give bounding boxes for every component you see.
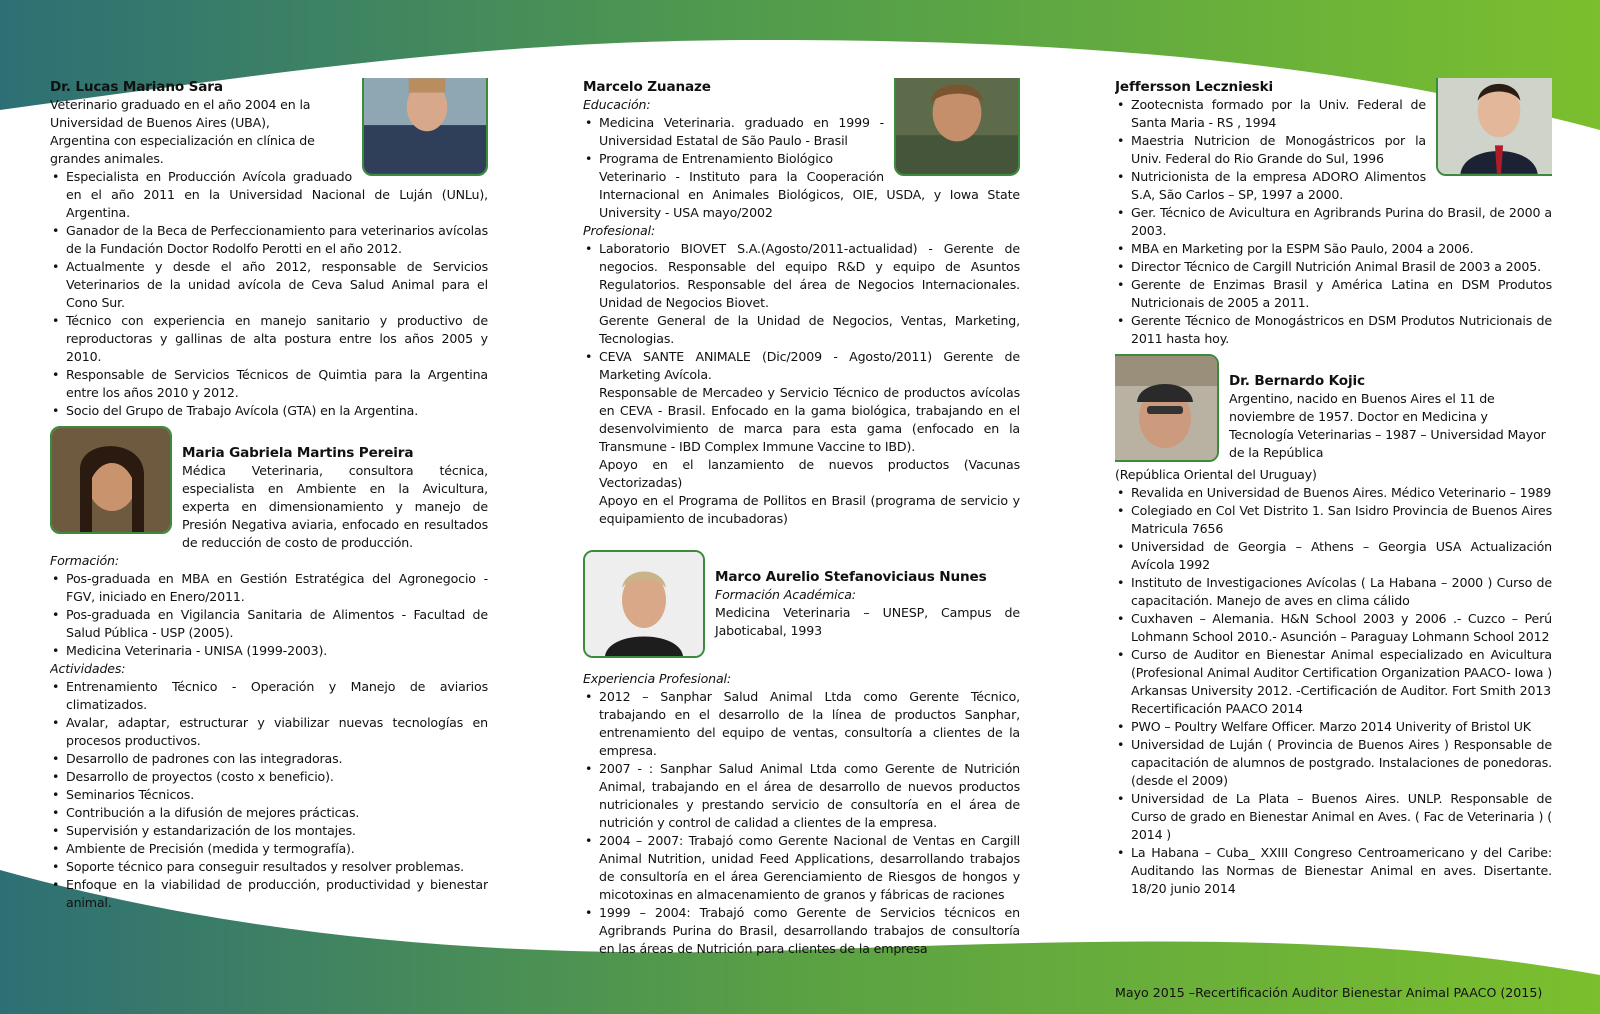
name-bernardo-kojic: Dr. Bernardo Kojic	[1229, 373, 1365, 389]
list-item: • 2004 – 2007: Trabajó como Gerente Nacional de Ventas en Cargill Animal Nutrition, unidad Feed Applications, desarrollando trabajos de consultoría en el área Gerenciamiento de Riesgos de hongos y micotoxinas en almacenamiento de granos y fábricas de raciones	[583, 832, 1020, 904]
list-item: • Contribución a la difusión de mejores prácticas.	[50, 804, 488, 822]
list-item: • Medicina Veterinaria - UNISA (1999-2003).	[50, 642, 488, 660]
photo-maria-pereira	[50, 426, 172, 534]
profile-marcelo-zuanaze: Marcelo Zuanaze Educación: • Medicina Veterinaria. graduado en 1999 - Universidad Estatal de São Paulo - Brasil • Programa de Entrenamiento Biológico Veterinario - Instituto para la Cooperación Internacional en Animales Biológicos, OIE, USDA, y Iowa State University - USA mayo/2002 Profesional: • Laboratorio BIOVET S.A.(Agosto/2011-actualidad) - Gerente de negocios. Responsable del equipo R&D y equipo de Asuntos Regulatorios. Responsable del área de Negocios Internacionales. Unidad de Negocios Biovet. Gerente General de la Unidad de Negocios, Ventas, Marketing, Tecnologias. • CEVA SANTE ANIMALE (Dic/2009 - Agosto/2011) Gerente de Marketing Avícola. Responsable de Mercadeo y Servicio Técnico de productos avícolas en CEVA - Brasil. Enfocado en la gama biológica, trabajando en el desenvolvimiento de marca para esta gama (enfocado en la Transmune - IBD Complex Immune Vaccine to IBD). Apoyo en el lanzamiento de nuevos productos (Vacunas Vectorizadas) Apoyo en el Programa de Pollitos en Brasil (programa de servicio y equipamiento de incubadoras)	[583, 78, 1020, 528]
list-item: • Ganador de la Beca de Perfeccionamiento para veterinarios avícolas de la Fundación Doctor Rodolfo Perotti en el año 2012.	[50, 222, 488, 258]
list-item: • MBA en Marketing por la ESPM São Paulo, 2004 a 2006.	[1115, 240, 1552, 258]
column-3	[1115, 78, 1552, 898]
list-item: • Cuxhaven – Alemania. H&N School 2003 y 2006 .- Cuzco – Perú Lohmann School 2010.- Asunción – Paraguay Lohmann School 2012	[1115, 610, 1552, 646]
name-marcelo-zuanaze: Marcelo Zuanaze	[583, 79, 711, 95]
name-maria-pereira: Maria Gabriela Martins Pereira	[182, 445, 414, 461]
list-item: • Gerente de Enzimas Brasil y América Latina en DSM Produtos Nutricionais de 2005 a 2011.	[1115, 276, 1552, 312]
list-item: • Curso de Auditor en Bienestar Animal especializado en Avicultura (Profesional Animal Auditor Certification Organization PAACO- Iowa ) Arkansas University 2012. -Certificación de Auditor. Fort Smith 2013	[1115, 646, 1552, 700]
list-item: • Medicina Veterinaria. graduado en 1999 - Universidad Estatal de São Paulo - Brasil	[583, 114, 1020, 150]
column-1	[50, 78, 488, 912]
list-item: • Pos-graduada en MBA en Gestión Estratégica del Agronegocio - FGV, iniciado en Enero/2011.	[50, 570, 488, 606]
list-item: • Laboratorio BIOVET S.A.(Agosto/2011-actualidad) - Gerente de negocios. Responsable del equipo R&D y equipo de Asuntos Regulatorios. Responsable del área de Negocios Internacionales. Unidad de Negocios Biovet.	[583, 240, 1020, 312]
column-2	[583, 78, 1020, 958]
list-item: • CEVA SANTE ANIMALE (Dic/2009 - Agosto/2011) Gerente de Marketing Avícola.	[583, 348, 1020, 384]
list-item: • Universidad de Georgia – Athens – Georgia USA Actualización Avícola 1992	[1115, 538, 1552, 574]
list-item: • Desarrollo de proyectos (costo x beneficio).	[50, 768, 488, 786]
list-item: • Ger. Técnico de Avicultura en Agribrands Purina do Brasil, de 2000 a 2003.	[1115, 204, 1552, 240]
list-item: • Supervisión y estandarización de los montajes.	[50, 822, 488, 840]
list-item: • Socio del Grupo de Trabajo Avícola (GTA) en la Argentina.	[50, 402, 488, 420]
list-item: • PWO – Poultry Welfare Officer. Marzo 2014 Univerity of Bristol UK	[1115, 718, 1552, 736]
list-item: • Zootecnista formado por la Univ. Federal de Santa Maria - RS , 1994	[1115, 96, 1552, 132]
list-item: • Soporte técnico para conseguir resultados y resolver problemas.	[50, 858, 488, 876]
list-item: • Maestria Nutricion de Monogástricos por la Univ. Federal do Rio Grande do Sul, 1996	[1115, 132, 1552, 168]
list-item: • Universidad de La Plata – Buenos Aires. UNLP. Responsable de Curso de grado en Bienestar Animal en Aves. ( Fac de Veterinaria ) ( 2014 )	[1115, 790, 1552, 844]
photo-marco-nunes	[583, 550, 705, 658]
list-item: • Actualmente y desde el año 2012, responsable de Servicios Veterinarios de la unidad avícola de Ceva Salud Animal para el Cono Sur.	[50, 258, 488, 312]
list-item: • La Habana – Cuba_ XXIII Congreso Centroamericano y del Caribe: Auditando las Normas de Bienestar Animal en aves. Disertante. 18/20 junio 2014	[1115, 844, 1552, 898]
photo-bernardo-kojic	[1115, 354, 1219, 462]
list-item: • Gerente Técnico de Monogástricos en DSM Produtos Nutricionais de 2011 hasta hoy.	[1115, 312, 1552, 348]
list-item: • Avalar, adaptar, estructurar y viabilizar nuevas tecnologías en procesos productivos.	[50, 714, 488, 750]
profile-jeffersson-lecznieski	[1115, 78, 1552, 348]
list-item: • Instituto de Investigaciones Avícolas ( La Habana – 2000 ) Curso de capacitación. Manejo de aves en clima cálido	[1115, 574, 1552, 610]
name-marco-nunes: Marco Aurelio Stefanoviciaus Nunes	[715, 569, 987, 585]
profile-maria-pereira: Maria Gabriela Martins Pereira Médica Veterinaria, consultora técnica, especialista en Ambiente en la Avicultura, experta en dimensionamiento y manejo de Presión Negativa aviaria, enfocado en resultados de reducción de costo de producción. Formación: • Pos-graduada en MBA en Gestión Estratégica del Agronegocio - FGV, iniciado en Enero/2011. • Pos-graduada en Vigilancia Sanitaria de Alimentos - Facultad de Salud Pública - USP (2005). • Medicina Veterinaria - UNISA (1999-2003). Actividades: • Entrenamiento Técnico - Operación y Manejo de aviarios climatizados. • Avalar, adaptar, estructurar y viabilizar nuevas tecnologías en procesos productivos. • Desarrollo de padrones con las integradoras. • Desarrollo de proyectos (costo x beneficio). • Seminarios Técnicos. • Contribución a la difusión de mejores prácticas. • Supervisión y estandarización de los montajes. • Ambiente de Precisión (medida y termografía). • Soporte técnico para conseguir resultados y resolver problemas. • Enfoque en la viabilidad de producción, productividad y bienestar animal.	[50, 426, 488, 912]
list-item: • 2012 – Sanphar Salud Animal Ltda como Gerente Técnico, trabajando en el desarrollo de la línea de productos Sanphar, entrenamiento del equipo de ventas, consultoría a clientes de la empresa.	[583, 688, 1020, 760]
list-item: • Nutricionista de la empresa ADORO Alimentos S.A, São Carlos – SP, 1997 a 2000.	[1115, 168, 1552, 204]
list-item: • 1999 – 2004: Trabajó como Gerente de Servicios técnicos en Agribrands Purina do Brasil, desarrollando trabajos de consultoría en las áreas de Nutrición para clientes de la empresa	[583, 904, 1020, 958]
list-item: • Entrenamiento Técnico - Operación y Manejo de aviarios climatizados.	[50, 678, 488, 714]
profile-marco-nunes: Marco Aurelio Stefanoviciaus Nunes Formación Académica: Medicina Veterinaria – UNESP, Campus de Jaboticabal, 1993 Experiencia Profesional: • 2012 – Sanphar Salud Animal Ltda como Gerente Técnico, trabajando en el desarrollo de la línea de productos Sanphar, entrenamiento del equipo de ventas, consultoría a clientes de la empresa. • 2007 - : Sanphar Salud Animal Ltda como Gerente de Nutrición Animal, trabajando en el área de desarrollo de nuevos productos nutricionales y prestando servicio de consultoría en el área de nutrición y control de calidad a clientes de la empresa. • 2004 – 2007: Trabajó como Gerente Nacional de Ventas en Cargill Animal Nutrition, unidad Feed Applications, desarrollando trabajos de consultoría en el área Gerenciamiento de Riesgos de hongos y micotoxinas en almacenamiento de granos y fábricas de raciones • 1999 – 2004: Trabajó como Gerente de Servicios técnicos en Agribrands Purina do Brasil, desarrollando trabajos de consultoría en las áreas de Nutrición para clientes de la empresa	[583, 550, 1020, 958]
list-item: • Director Técnico de Cargill Nutrición Animal Brasil de 2003 a 2005.	[1115, 258, 1552, 276]
list-item: • Ambiente de Precisión (medida y termografía).	[50, 840, 488, 858]
intro-maria-pereira: Médica Veterinaria, consultora técnica, especialista en Ambiente en la Avicultura, experta en dimensionamiento y manejo de Presión Negativa aviaria, enfocado en resultados de reducción de costo de producción.	[182, 463, 488, 550]
footer-recertification: Mayo 2015 –Recertificación Auditor Bienestar Animal PAACO (2015)	[1115, 985, 1543, 1000]
list-item: • Técnico con experiencia en manejo sanitario y productivo de reproductoras y gallinas de alta postura entre los años 2005 y 2010.	[50, 312, 488, 366]
list-item: • 2007 - : Sanphar Salud Animal Ltda como Gerente de Nutrición Animal, trabajando en el área de desarrollo de nuevos productos nutricionales y prestando servicio de consultoría en el área de nutrición y control de calidad a clientes de la empresa.	[583, 760, 1020, 832]
bullets-lucas-sara	[50, 168, 488, 420]
list-item: • Enfoque en la viabilidad de producción, productividad y bienestar animal.	[50, 876, 488, 912]
list-item: • Programa de Entrenamiento Biológico	[583, 150, 1020, 168]
list-item: • Especialista en Producción Avícola graduado en el año 2011 en la Universidad Nacional de Luján (UNLu), Argentina.	[50, 168, 488, 222]
photo-lucas-sara	[362, 78, 488, 176]
list-item: • Universidad de Luján ( Provincia de Buenos Aires ) Responsable de capacitación de alumnos de postgrado. Instalaciones de ponedoras. (desde el 2009)	[1115, 736, 1552, 790]
list-item: • Seminarios Técnicos.	[50, 786, 488, 804]
profile-bernardo-kojic: Dr. Bernardo Kojic Argentino, nacido en Buenos Aires el 11 de noviembre de 1957. Doctor en Medicina y Tecnología Veterinarias – 1987 – Universidad Mayor de la República (República Oriental del Uruguay) • Revalida en Universidad de Buenos Aires. Médico Veterinario – 1989 • Colegiado en Col Vet Distrito 1. San Isidro Provincia de Buenos Aires Matricula 7656 • Universidad de Georgia – Athens – Georgia USA Actualización Avícola 1992 • Instituto de Investigaciones Avícolas ( La Habana – 2000 ) Curso de capacitación. Manejo de aves en clima cálido • Cuxhaven – Alemania. H&N School 2003 y 2006 .- Cuzco – Perú Lohmann School 2010.- Asunción – Paraguay Lohmann School 2012 • Curso de Auditor en Bienestar Animal especializado en Avicultura (Profesional Animal Auditor Certification Organization PAACO- Iowa ) Arkansas University 2012. -Certificación de Auditor. Fort Smith 2013 Recertificación PAACO 2014 • PWO – Poultry Welfare Officer. Marzo 2014 Univerity of Bristol UK • Universidad de Luján ( Provincia de Buenos Aires ) Responsable de capacitación de alumnos de postgrado. Instalaciones de ponedoras. (desde el 2009) • Universidad de La Plata – Buenos Aires. UNLP. Responsable de Curso de grado en Bienestar Animal en Aves. ( Fac de Veterinaria ) ( 2014 ) • La Habana – Cuba_ XXIII Congreso Centroamericano y del Caribe: Auditando las Normas de Bienestar Animal en aves. Disertante. 18/20 junio 2014	[1115, 354, 1552, 898]
name-jeffersson-lecznieski: Jeffersson Lecznieski	[1115, 79, 1274, 95]
list-item: • Revalida en Universidad de Buenos Aires. Médico Veterinario – 1989	[1115, 484, 1552, 502]
intro-bernardo-kojic: Argentino, nacido en Buenos Aires el 11 de noviembre de 1957. Doctor en Medicina y Tecnología Veterinarias – 1987 – Universidad Mayor de la República	[1229, 391, 1546, 460]
list-item: • Desarrollo de padrones con las integradoras.	[50, 750, 488, 768]
profile-lucas-sara: Dr. Lucas Mariano Sara Veterinario graduado en el año 2004 en la Universidad de Buenos Aires (UBA), Argentina con especialización en clínica de grandes animales. • Especialista en Producción Avícola graduado en el año 2011 en la Universidad Nacional de Luján (UNLu), Argentina. • Ganador de la Beca de Perfeccionamiento para veterinarios avícolas de la Fundación Doctor Rodolfo Perotti en el año 2012. • Actualmente y desde el año 2012, responsable de Servicios Veterinarios de la unidad avícola de Ceva Salud Animal para el Cono Sur. • Técnico con experiencia en manejo sanitario y productivo de reproductoras y gallinas de alta postura entre los años 2005 y 2010. • Responsable de Servicios Técnicos de Quimtia para la Argentina entre los años 2010 y 2012. • Socio del Grupo de Trabajo Avícola (GTA) en la Argentina.	[50, 78, 488, 420]
list-item: • Pos-graduada en Vigilancia Sanitaria de Alimentos - Facultad de Salud Pública - USP (2005).	[50, 606, 488, 642]
list-item: • Responsable de Servicios Técnicos de Quimtia para la Argentina entre los años 2010 y 2012.	[50, 366, 488, 402]
list-item: • Colegiado en Col Vet Distrito 1. San Isidro Provincia de Buenos Aires Matricula 7656	[1115, 502, 1552, 538]
name-lucas-sara: Dr. Lucas Mariano Sara	[50, 79, 223, 95]
